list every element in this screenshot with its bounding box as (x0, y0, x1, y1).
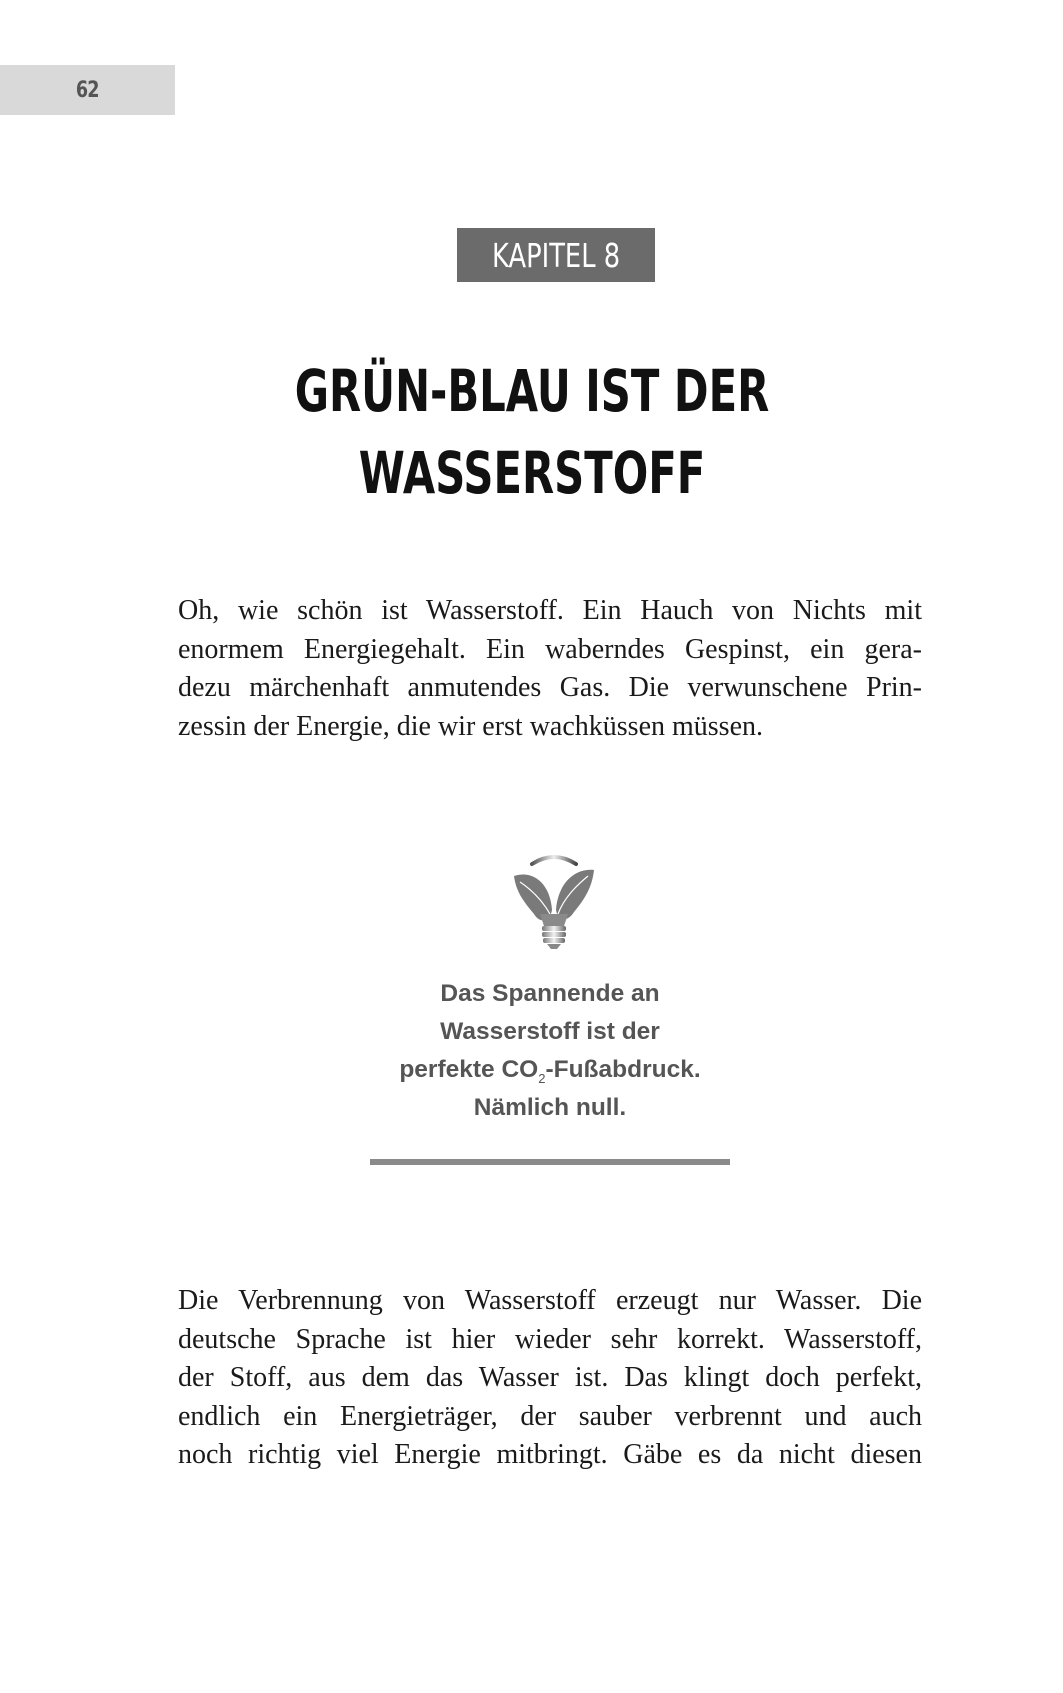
paragraph-line: dezu märchenhaft anmutendes Gas. Die verwunschene Prin- (178, 672, 922, 703)
callout-line-4: Nämlich null. (473, 1094, 627, 1121)
paragraph-line: deutsche Sprache ist hier wieder sehr korrekt. Wasserstoff, (178, 1323, 922, 1355)
second-paragraph (178, 1282, 922, 1475)
paragraph-line: endlich ein Energieträger, der sauber verbrennt und auch (178, 1400, 922, 1432)
paragraph-line: enormem Energiegehalt. Ein waberndes Gespinst, ein gera- (178, 633, 922, 665)
callout-line-3 (330, 1051, 770, 1089)
callout-subscript: 2 (538, 1071, 546, 1086)
callout-divider (370, 1159, 730, 1165)
callout-line-1: Das Spannende an (440, 980, 660, 1007)
chapter-title (0, 350, 1063, 514)
paragraph-line: Oh, wie schön ist Wasserstoff. Ein Hauch von Nichts mit (178, 595, 922, 626)
page-number: 62 (76, 77, 99, 103)
paragraph-line: zessin der Energie, die wir erst wachküssen müssen. (178, 710, 763, 742)
chapter-label-text: KAPITEL 8 (491, 235, 621, 275)
callout-quote (330, 975, 770, 1127)
paragraph-line: noch richtig viel Energie mitbringt. Gäbe es da nicht diesen (178, 1439, 922, 1470)
paragraph-line: Die Verbrennung von Wasserstoff erzeugt nur Wasser. Die (178, 1285, 922, 1316)
page-number-tab (0, 65, 175, 115)
chapter-title-line-1: GRÜN-BLAU IST DER (294, 357, 770, 425)
callout-line-3-before: perfekte CO (399, 1056, 539, 1083)
chapter-label (457, 228, 655, 282)
intro-paragraph (178, 592, 922, 746)
chapter-title-line-2: WASSERSTOFF (358, 439, 706, 507)
callout-line-3-after: -Fußabdruck. (545, 1056, 701, 1083)
paragraph-line: der Stoff, aus dem das Wasser ist. Das klingt doch perfekt, (178, 1362, 922, 1393)
lightbulb-leaf-icon (510, 852, 598, 952)
callout-line-2: Wasserstoff ist der (440, 1018, 660, 1045)
